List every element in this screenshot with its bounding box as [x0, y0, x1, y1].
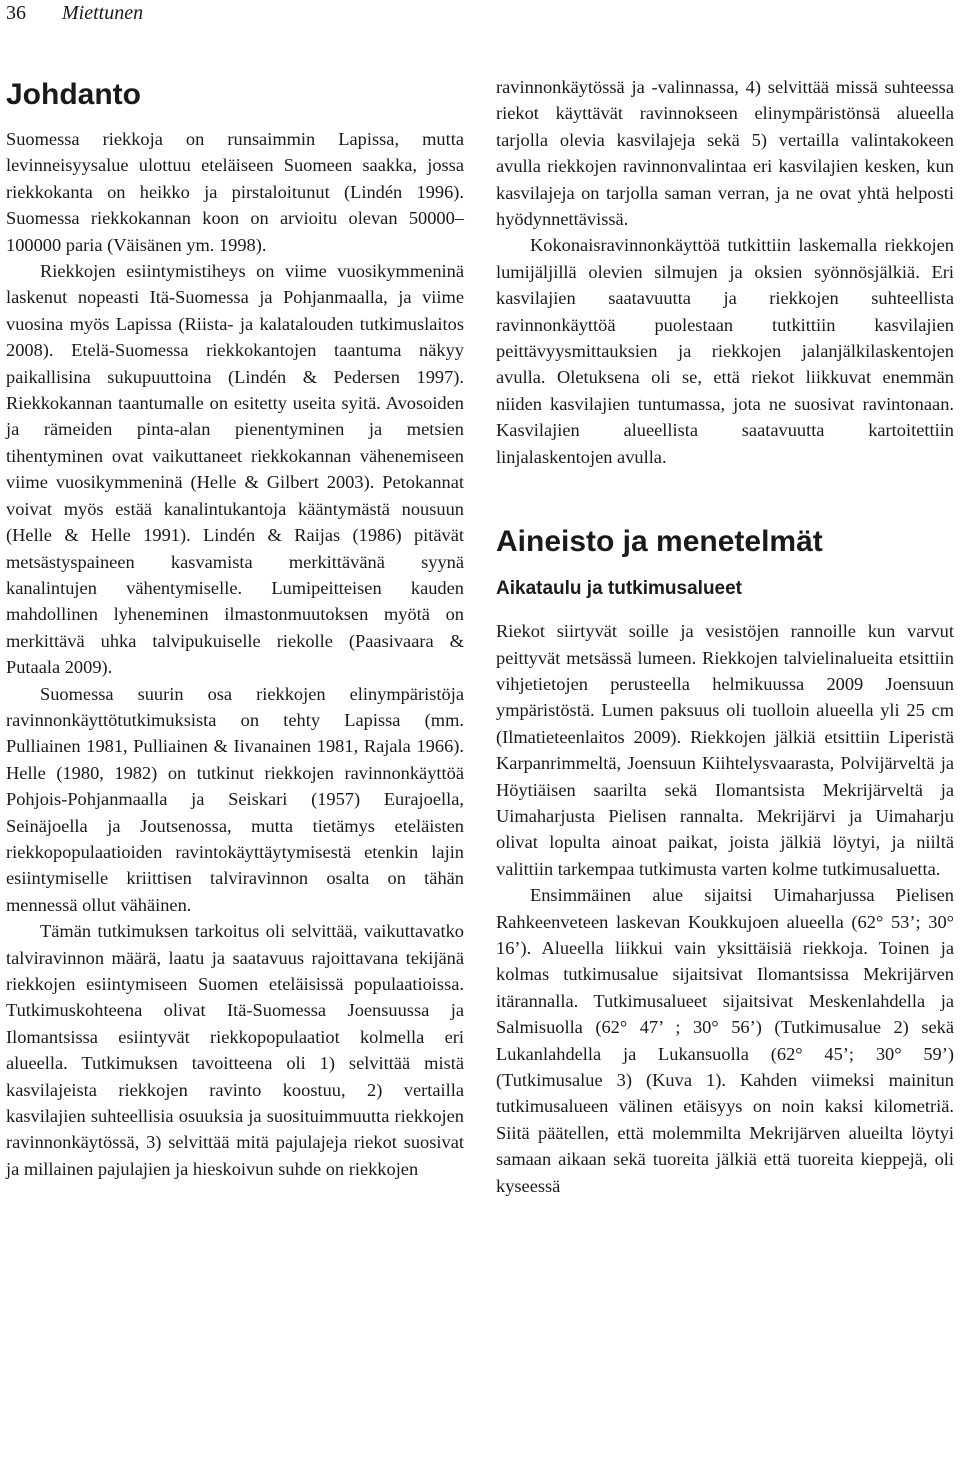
paragraph: ravinnonkäytössä ja -valinnassa, 4) selvittää missä suhteessa riekot käyttävät ravinnokseen elinympäristönsä alueella tarjolla olevia kasvilajeja sekä 5) vertailla valintakokeen avulla riekkojen ravinnonvalintaa eri kasvilajien kesken, kun kasvilajeja on tarjolla saman verran, ja ne ovat yhtä helposti hyödynnettävissä. — [496, 77, 954, 230]
paragraph: Riekkojen esiintymistiheys on viime vuosikymmeninä laskenut nopeasti Itä-Suomessa ja Pohjanmaalla, ja viime vuosina myös Lapissa (Riista- ja kalatalouden tutkimuslaitos 2008). Etelä-Suomessa riekkokantojen taantuma näkyy paikallisina sukupuuttoina (Lindén & Pedersen 1997). Riekkokannan taantumalle on esitetty useita syitä. Avosoiden ja rämeiden pinta-alan pienentyminen ja metsien tihentyminen ovat vaikuttaneet riekkokannan vähenemiseen viime vuosikymmeninä (Helle & Gilbert 2003). Petokannat voivat myös estää kanalintukantoja kääntymästä nousuun (Helle & Helle 1991). Lindén & Raijas (1986) pitävät metsästyspaineen kasvamista merkittävänä syynä kanalintujen vähentymiselle. Lumipeitteisen kauden mahdollinen lyheneminen ilmastonmuutoksen myötä on merkittävä uhka talvipukuiselle riekolle (Paasivaara & Putaala 2009). — [6, 261, 464, 678]
section-title-introduction: Johdanto — [6, 78, 141, 111]
running-head-author: Miettunen — [62, 2, 144, 24]
left-column — [6, 70, 464, 1182]
subsection-title-schedule-study-areas: Aikataulu ja tutkimusalueet — [496, 578, 743, 600]
paragraph: Tämän tutkimuksen tarkoitus oli selvittää, vaikuttavatko talviravinnon määrä, laatu ja saatavuus rajoittavana tekijänä riekkojen esiintymiseen Suomen eteläisissä populaatioissa. Tutkimuskohteena olivat Itä-Suomessa Joensuussa ja Ilomantsissa esiintyvät riekkopopulaatiot kolmella eri alueella. Tutkimuksen tavoitteena oli 1) selvittää mistä kasvilajeista riekkojen ravinto koostuu, 2) vertailla kasvilajien suhteellisia osuuksia ja suosituimmuutta riekkojen ravinnonkäytössä, 3) selvittää mitä pajulajeja riekot suosivat ja millainen pajulajien ja hieskoivun suhde on riekkojen — [6, 921, 464, 1179]
right-column — [496, 74, 954, 1199]
paragraph: Ensimmäinen alue sijaitsi Uimaharjussa Pielisen Rahkeenveteen laskevan Koukkujoen alueella (62° 53’; 30° 16’). Alueella liikkui vain yksittäisiä riekkoja. Toinen ja kolmas tutkimusalue sijaitsivat Ilomantsissa Mekrijärven itärannalla. Tutkimusalueet sijaitsivat Meskenlahdella ja Salmisuolla (62° 47’ ; 30° 56’) (Tutkimusalue 2) sekä Lukanlahdella ja Lukansuolla (62° 45’; 30° 59’) (Tutkimusalue 3) (Kuva 1). Kahden viimeksi mainitun tutkimusalueen välinen etäisyys on noin kaksi kilometriä. Siitä päätellen, että molemmilta Mekrijärven alueilta löytyi samaan aikaan sekä tuoreita jälkiä että tuoreita kieppejä, oli kyseessä — [496, 885, 954, 1196]
page-number: 36 — [6, 2, 26, 24]
section-title-materials-methods: Aineisto ja menetelmät — [496, 525, 823, 559]
paragraph: Suomessa riekkoja on runsaimmin Lapissa, mutta levinneisyysalue ulottuu eteläiseen Suomeen saakka, jossa riekkokanta on heikko ja pirstaloitunut (Lindén 1996). Suomessa riekkokannan koon on arvioitu olevan 50000–100000 paria (Väisänen ym. 1998). — [6, 129, 464, 255]
paragraph: Suomessa suurin osa riekkojen elinympäristöja ravinnonkäyttötutkimuksista on tehty Lapissa (mm. Pulliainen 1981, Pulliainen & Iivanainen 1981, Rajala 1966). Helle (1980, 1982) on tutkinut riekkojen ravinnonkäyttöä Pohjois-Pohjanmaalla ja Seiskari (1957) Eurajoella, Seinäjoella ja Joutsenossa, mutta tietämys eteläisten riekkopopulaatioiden ravintokäyttäytymisestä etenkin lajin esiintymiselle kriittisen talviravinnon osalta on tähän mennessä ollut vähäinen. — [6, 683, 464, 915]
paragraph: Riekot siirtyvät soille ja vesistöjen rannoille kun varvut peittyvät metsässä lumeen. Riekkojen talvielinalueita etsittiin vihjetietojen perusteella helmikuussa 2009 Joensuun ympäristöstä. Lumen paksuus oli tuolloin alueella yli 25 cm (Ilmatieteenlaitos 2009). Riekkojen jälkiä etsittiin Liperistä Karpanrimmeltä, Joensuun Kiihtelysvaarasta, Polvijärveltä ja Höytiäisen saarilta sekä Ilomantsista Mekrijärveltä ja Uimaharjusta Pielisen rannalta. Mekrijärvi ja Uimaharju olivat lopulta ainoat paikat, joista jälkiä löytyi, ja niiltä valittiin tarkempaa tutkimusta varten kolme tutkimusaluetta. — [496, 621, 954, 879]
paragraph: Kokonaisravinnonkäyttöä tutkittiin laskemalla riekkojen lumijäljillä olevien silmujen ja oksien syönnösjälkiä. Eri kasvilajien saatavuutta ja riekkojen suhteellista ravinnonkäyttöä puolestaan tutkittiin kasvilajien peittävyysmittauksien ja riekkojen jalanjälkilaskentojen avulla. Oletuksena oli se, että riekot liikkuvat enemmän niiden kasvilajien tuntumassa, jota ne suosivat ravintonaan. Kasvilajien alueellista saatavuutta kartoitettiin linjalaskentojen avulla. — [496, 235, 954, 467]
running-head — [6, 0, 143, 26]
